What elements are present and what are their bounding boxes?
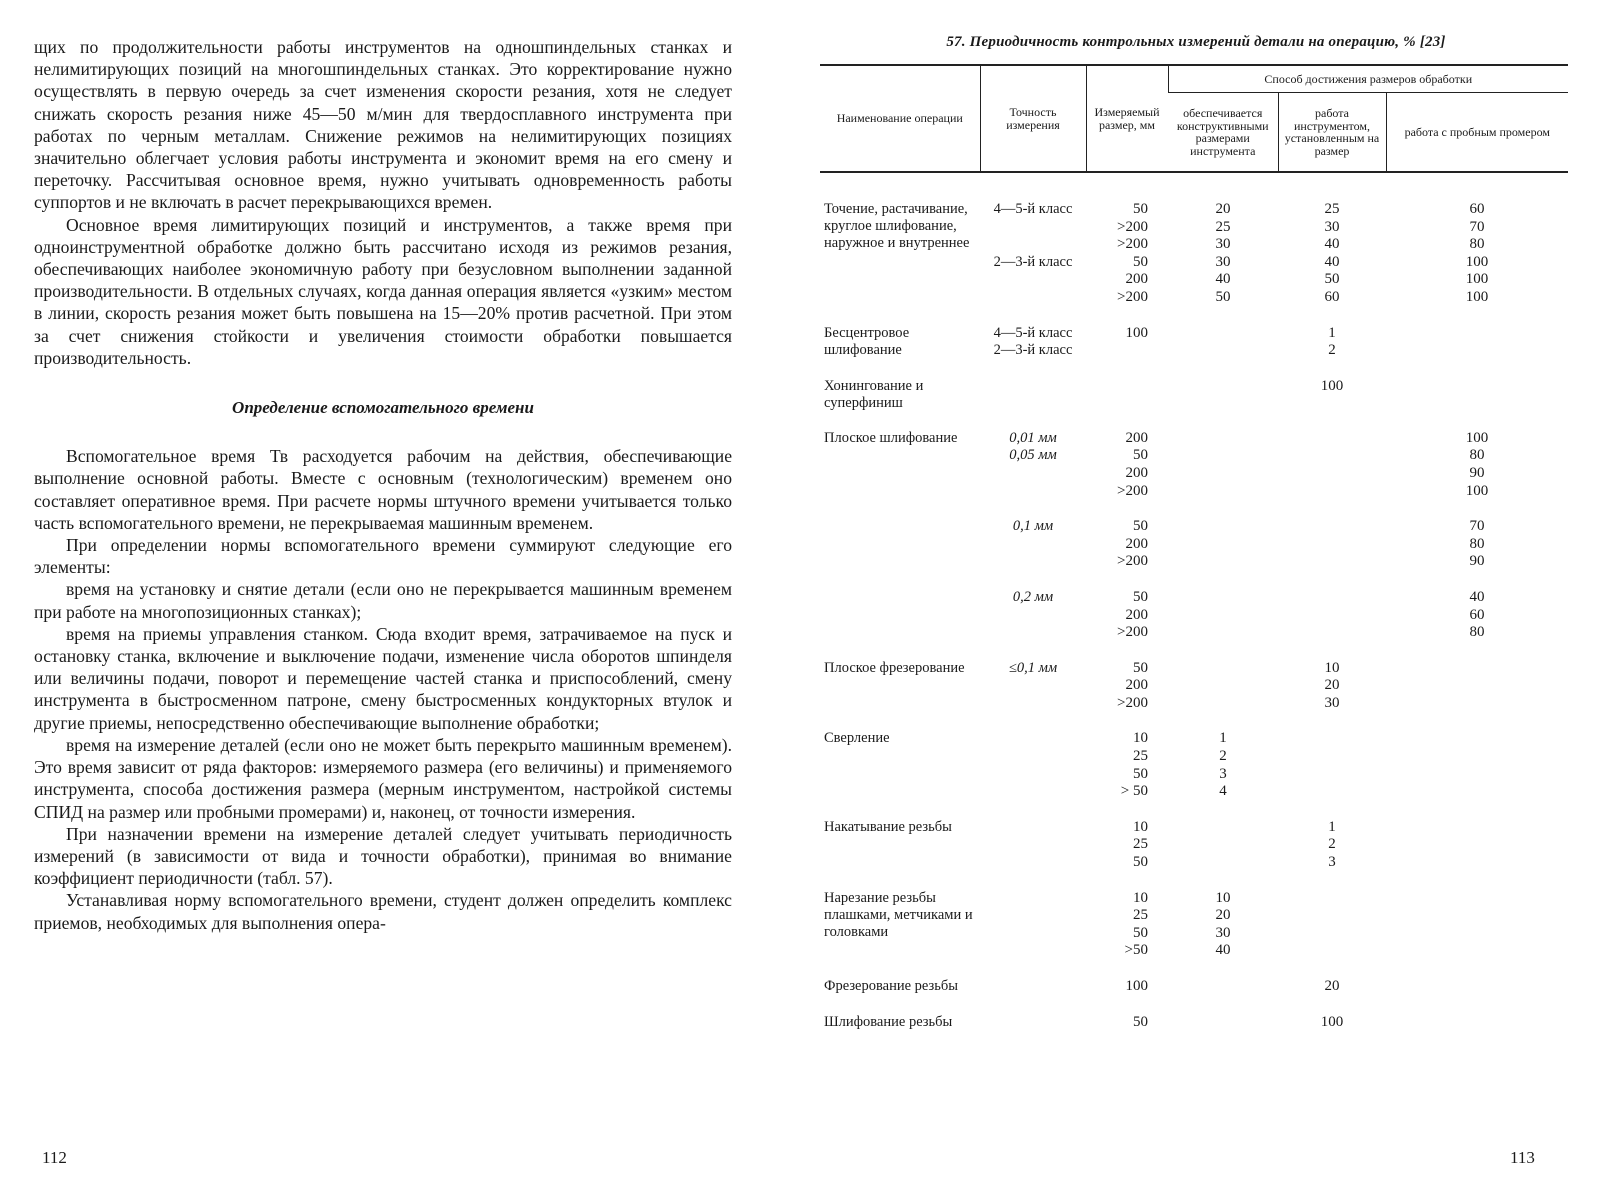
method-set-tool-cell xyxy=(1278,766,1386,784)
method-tool-size-cell: 25 xyxy=(1215,218,1231,235)
size-cell: 25 xyxy=(1133,836,1148,853)
method-trial-cell xyxy=(1386,660,1568,678)
table-row xyxy=(820,325,1568,343)
method-tool-size-cell: 30 xyxy=(1215,924,1231,941)
method-set-tool-cell: 40 xyxy=(1324,236,1340,253)
method-trial-cell: 90 xyxy=(1469,464,1485,481)
size-cell: >200 xyxy=(1117,553,1148,570)
accuracy-cell xyxy=(980,766,1086,784)
operation-name: Хонингование и суперфиниш xyxy=(824,377,924,411)
method-trial-cell: 40 xyxy=(1469,588,1485,605)
method-trial-cell: 80 xyxy=(1469,535,1485,552)
accuracy-cell xyxy=(980,942,1086,960)
method-trial-cell xyxy=(1386,677,1568,695)
method-set-tool-cell xyxy=(1278,890,1386,908)
size-cell xyxy=(1086,342,1168,360)
row-gap xyxy=(820,712,1568,730)
accuracy-cell xyxy=(980,854,1086,872)
table-row xyxy=(820,660,1568,678)
accuracy-cell xyxy=(980,925,1086,943)
accuracy-cell xyxy=(980,607,1086,625)
method-tool-size-cell xyxy=(1168,677,1278,695)
size-cell: 50 xyxy=(1133,854,1148,871)
accuracy-cell: 2—3-й класс xyxy=(993,342,1073,359)
accuracy-cell: 2—3-й класс xyxy=(993,253,1073,270)
method-tool-size-cell: 40 xyxy=(1215,271,1231,288)
method-tool-size-cell: 3 xyxy=(1219,765,1227,782)
accuracy-cell xyxy=(980,553,1086,571)
size-cell: 50 xyxy=(1133,518,1148,535)
method-set-tool-cell: 30 xyxy=(1324,694,1340,711)
method-trial-cell xyxy=(1386,766,1568,784)
method-set-tool-cell: 3 xyxy=(1328,854,1336,871)
operation-name: Накатывание резьбы xyxy=(824,818,952,835)
size-cell: >200 xyxy=(1117,288,1148,305)
method-set-tool-cell xyxy=(1278,483,1386,501)
accuracy-cell: 0,2 мм xyxy=(1012,588,1054,605)
accuracy-cell: 4—5-й класс xyxy=(993,201,1073,217)
operation-name: Фрезерование резьбы xyxy=(824,978,958,994)
method-set-tool-cell: 20 xyxy=(1324,978,1340,994)
table-row xyxy=(820,518,1568,536)
method-set-tool-cell xyxy=(1278,607,1386,625)
method-trial-cell xyxy=(1386,783,1568,801)
method-set-tool-cell xyxy=(1278,783,1386,801)
size-cell: 10 xyxy=(1133,818,1148,835)
accuracy-cell xyxy=(980,783,1086,801)
method-tool-size-cell xyxy=(1168,819,1278,837)
method-set-tool-cell xyxy=(1278,553,1386,571)
method-trial-cell: 90 xyxy=(1469,553,1485,570)
paragraph: время на измерение деталей (если оно не может быть перекрыто машинным временем). Это время зависит от ряда факторов: измеряемого размера (его величины) и применяемого инструмента, способа достижения размера (мерным инструментом, настройкой системы СПИД на размер или пробными промерами) и, наконец, от точности измерения. xyxy=(34,734,732,822)
size-cell: 200 xyxy=(1125,464,1148,481)
table-row xyxy=(820,1014,1568,1032)
paragraph: Устанавливая норму вспомогательного времени, студент должен определить комплекс приемов, необходимых для выполнения опера- xyxy=(34,890,732,933)
method-tool-size-cell: 40 xyxy=(1215,942,1231,959)
size-cell: > 50 xyxy=(1120,783,1148,800)
method-set-tool-cell: 100 xyxy=(1320,1013,1344,1030)
size-cell: >200 xyxy=(1117,624,1148,641)
method-trial-cell: 60 xyxy=(1469,606,1485,623)
left-page-text xyxy=(34,36,732,934)
method-tool-size-cell: 50 xyxy=(1215,288,1231,305)
accuracy-cell xyxy=(980,219,1086,237)
row-gap xyxy=(820,500,1568,518)
method-set-tool-cell xyxy=(1278,748,1386,766)
method-set-tool-cell: 2 xyxy=(1328,342,1336,359)
row-gap xyxy=(820,360,1568,378)
left-page xyxy=(0,0,790,1188)
method-trial-cell xyxy=(1386,695,1568,713)
method-trial-cell: 70 xyxy=(1469,218,1485,235)
accuracy-cell xyxy=(980,907,1086,925)
accuracy-cell xyxy=(980,1014,1086,1032)
accuracy-cell xyxy=(980,236,1086,254)
accuracy-cell xyxy=(980,748,1086,766)
method-set-tool-cell: 20 xyxy=(1324,677,1340,694)
method-trial-cell xyxy=(1386,1014,1568,1032)
method-trial-cell: 100 xyxy=(1465,288,1489,305)
size-cell: 200 xyxy=(1125,429,1148,446)
method-set-tool-cell xyxy=(1278,942,1386,960)
accuracy-cell xyxy=(980,289,1086,307)
paragraph: Основное время лимитирующих позиций и инструментов, а также время при одноинструментной обработке должно быть рассчитано исходя из режимов резания, обеспечивающих наиболее экономичную работу при безусловном выполнении заданной производительности. В отдельных случаях, когда данная операция является «узким» местом в линии, скорость резания может быть повышена на 15—20% против расчетной. При этом за счет снижения стойкости и увеличения стоимости обработки повышается производительность. xyxy=(34,214,732,368)
method-tool-size-cell xyxy=(1168,624,1278,642)
accuracy-cell xyxy=(980,978,1086,996)
size-cell: 200 xyxy=(1125,606,1148,623)
accuracy-cell: 0,05 мм xyxy=(1009,447,1057,464)
operation-name xyxy=(820,518,980,571)
size-cell: >50 xyxy=(1124,942,1148,959)
header-method-tool-size: обеспечивается конструктивными размерами инструмента xyxy=(1168,93,1278,173)
method-tool-size-cell: 4 xyxy=(1219,783,1227,800)
table-title: 57. Периодичность контрольных измерений детали на операцию, % [23] xyxy=(946,34,1446,50)
method-trial-cell xyxy=(1386,942,1568,960)
size-cell: 200 xyxy=(1125,535,1148,552)
paragraph: время на приемы управления станком. Сюда входит время, затрачиваемое на пуск и остановку станка, включение и выключение подачи, изменение числа оборотов шпинделя или величины подачи, поворот и перемещение частей станка и приспособлений, смену инструмента в быстросменном патроне, смену быстросменных кондукторных втулок и другие приемы, непосредственно обеспечивающие выполнение обработки; xyxy=(34,623,732,733)
size-cell: 50 xyxy=(1133,588,1148,605)
accuracy-cell xyxy=(980,536,1086,554)
table-row xyxy=(820,201,1568,219)
method-trial-cell xyxy=(1386,378,1568,412)
header-method-trial: работа с пробным промером xyxy=(1386,93,1568,173)
method-set-tool-cell xyxy=(1278,447,1386,465)
section-heading: Определение вспомогательного времени xyxy=(232,398,534,418)
method-trial-cell xyxy=(1386,925,1568,943)
method-trial-cell xyxy=(1386,730,1568,748)
table-row xyxy=(820,589,1568,607)
method-set-tool-cell xyxy=(1278,624,1386,642)
paragraph: Вспомогательное время Тв расходуется рабочим на действия, обеспечивающие выполнение основной работы. Вместе с основным (технологическим) временем оно составляет оперативное время. При расчете нормы штучного времени учитывается только часть вспомогательного времени, не перекрываемая машинным временем. xyxy=(34,446,732,533)
method-set-tool-cell: 10 xyxy=(1324,659,1340,676)
method-trial-cell: 70 xyxy=(1469,518,1485,535)
header-method-group: Способ достижения размеров обработки xyxy=(1168,65,1568,93)
size-cell: 100 xyxy=(1125,978,1148,994)
accuracy-cell xyxy=(980,677,1086,695)
accuracy-cell: 0,1 мм xyxy=(1012,518,1054,535)
table-row xyxy=(820,730,1568,748)
method-tool-size-cell xyxy=(1168,342,1278,360)
size-cell: 200 xyxy=(1125,271,1148,288)
method-tool-size-cell xyxy=(1168,695,1278,713)
method-tool-size-cell xyxy=(1168,836,1278,854)
table-row xyxy=(820,890,1568,908)
size-cell: 200 xyxy=(1125,677,1148,694)
method-set-tool-cell: 50 xyxy=(1324,271,1340,288)
method-tool-size-cell xyxy=(1168,553,1278,571)
method-set-tool-cell: 1 xyxy=(1328,818,1336,835)
accuracy-cell xyxy=(980,819,1086,837)
size-cell: 50 xyxy=(1133,924,1148,941)
row-gap xyxy=(820,642,1568,660)
accuracy-cell xyxy=(980,730,1086,748)
paragraph: время на установку и снятие детали (если оно не перекрывается машинным временем при работе на многопозиционных станках); xyxy=(34,579,732,622)
method-trial-cell xyxy=(1386,836,1568,854)
method-tool-size-cell: 1 xyxy=(1219,730,1227,747)
header-operation: Наименование операции xyxy=(820,65,980,172)
method-set-tool-cell xyxy=(1278,730,1386,748)
row-gap xyxy=(820,872,1568,890)
method-tool-size-cell xyxy=(1168,660,1278,678)
method-trial-cell: 80 xyxy=(1469,624,1485,641)
method-set-tool-cell xyxy=(1278,465,1386,483)
method-tool-size-cell xyxy=(1168,325,1278,343)
operation-name: Плоское шлифование xyxy=(824,429,958,446)
size-cell: 10 xyxy=(1133,730,1148,747)
table-row xyxy=(820,378,1568,412)
method-tool-size-cell: 30 xyxy=(1215,236,1231,253)
size-cell: 100 xyxy=(1125,324,1148,341)
method-tool-size-cell xyxy=(1168,447,1278,465)
size-cell: 25 xyxy=(1133,907,1148,924)
paragraph: При определении нормы вспомогательного времени суммируют следующие его элементы: xyxy=(34,535,732,578)
right-page xyxy=(790,0,1621,1188)
method-tool-size-cell: 20 xyxy=(1215,907,1231,924)
operation-name: Нарезание резьбы плашками, метчиками и головками xyxy=(824,889,973,940)
method-trial-cell: 80 xyxy=(1469,447,1485,464)
size-cell: 50 xyxy=(1133,1013,1148,1030)
method-tool-size-cell xyxy=(1168,518,1278,536)
method-tool-size-cell: 10 xyxy=(1215,889,1231,906)
method-trial-cell xyxy=(1386,342,1568,360)
method-tool-size-cell xyxy=(1168,430,1278,448)
method-set-tool-cell: 2 xyxy=(1328,836,1336,853)
header-size: Измеряемый размер, мм xyxy=(1086,65,1168,172)
method-trial-cell xyxy=(1386,978,1568,996)
header-method-set-tool: работа инструментом, установленным на размер xyxy=(1278,93,1386,173)
size-cell: 10 xyxy=(1133,889,1148,906)
size-cell xyxy=(1086,378,1168,412)
method-set-tool-cell: 1 xyxy=(1328,324,1336,341)
method-trial-cell xyxy=(1386,890,1568,908)
accuracy-cell xyxy=(980,483,1086,501)
accuracy-cell xyxy=(980,378,1086,412)
method-tool-size-cell xyxy=(1168,589,1278,607)
method-set-tool-cell xyxy=(1278,536,1386,554)
method-tool-size-cell xyxy=(1168,854,1278,872)
row-gap xyxy=(820,801,1568,819)
size-cell: 50 xyxy=(1133,201,1148,217)
method-trial-cell: 100 xyxy=(1465,271,1489,288)
method-tool-size-cell xyxy=(1168,465,1278,483)
accuracy-cell xyxy=(980,836,1086,854)
accuracy-cell: 0,01 мм xyxy=(1009,429,1057,446)
row-gap xyxy=(820,996,1568,1014)
method-set-tool-cell: 100 xyxy=(1320,377,1344,394)
method-set-tool-cell: 25 xyxy=(1324,201,1340,217)
accuracy-cell: ≤0,1 мм xyxy=(1008,659,1058,676)
method-tool-size-cell xyxy=(1168,607,1278,625)
method-trial-cell xyxy=(1386,748,1568,766)
method-trial-cell xyxy=(1386,819,1568,837)
size-cell: 50 xyxy=(1133,765,1148,782)
accuracy-cell xyxy=(980,695,1086,713)
table-row xyxy=(820,430,1568,448)
method-trial-cell xyxy=(1386,325,1568,343)
operation-name: Бесцентровое шлифование xyxy=(824,324,910,358)
operation-name: Плоское фрезерование xyxy=(824,659,965,676)
table-row xyxy=(820,978,1568,996)
method-set-tool-cell: 30 xyxy=(1324,218,1340,235)
operation-name: Шлифование резьбы xyxy=(824,1013,953,1030)
method-trial-cell: 100 xyxy=(1465,482,1489,499)
header-accuracy: Точность измерения xyxy=(980,65,1086,172)
accuracy-cell xyxy=(980,271,1086,289)
accuracy-cell xyxy=(980,624,1086,642)
accuracy-cell xyxy=(980,890,1086,908)
method-set-tool-cell xyxy=(1278,518,1386,536)
method-set-tool-cell: 40 xyxy=(1324,253,1340,270)
size-cell: 50 xyxy=(1133,659,1148,676)
accuracy-cell: 4—5-й класс xyxy=(993,324,1073,341)
operation-name xyxy=(820,589,980,642)
row-gap xyxy=(820,307,1568,325)
method-set-tool-cell: 60 xyxy=(1324,288,1340,305)
accuracy-cell xyxy=(980,465,1086,483)
size-cell: 50 xyxy=(1133,447,1148,464)
table-body xyxy=(820,172,1568,1031)
method-trial-cell xyxy=(1386,854,1568,872)
page-number: 112 xyxy=(42,1148,67,1167)
paragraph: При назначении времени на измерение деталей следует учитывать периодичность измерений (в зависимости от вида и точности обработки), принимая во внимание коэффициент периодичности (табл. 57). xyxy=(34,823,732,889)
method-trial-cell xyxy=(1386,907,1568,925)
row-gap xyxy=(820,571,1568,589)
row-gap xyxy=(820,960,1568,978)
size-cell: >200 xyxy=(1117,236,1148,253)
method-trial-cell: 100 xyxy=(1465,429,1489,446)
operation-name: Точение, растачивание, круглое шлифование, наружное и внутреннее xyxy=(824,201,970,251)
method-tool-size-cell xyxy=(1168,1014,1278,1032)
page-number: 113 xyxy=(1510,1148,1535,1167)
size-cell: >200 xyxy=(1117,694,1148,711)
method-set-tool-cell xyxy=(1278,925,1386,943)
size-cell: 25 xyxy=(1133,748,1148,765)
method-set-tool-cell xyxy=(1278,430,1386,448)
row-gap xyxy=(820,412,1568,430)
method-set-tool-cell xyxy=(1278,907,1386,925)
row-gap xyxy=(820,172,1568,201)
method-trial-cell: 60 xyxy=(1469,201,1485,217)
method-tool-size-cell: 30 xyxy=(1215,253,1231,270)
method-trial-cell: 100 xyxy=(1465,253,1489,270)
method-trial-cell: 80 xyxy=(1469,236,1485,253)
measurement-table xyxy=(820,64,1568,1031)
method-tool-size-cell xyxy=(1168,536,1278,554)
size-cell: >200 xyxy=(1117,218,1148,235)
method-set-tool-cell xyxy=(1278,589,1386,607)
size-cell: >200 xyxy=(1117,482,1148,499)
method-tool-size-cell xyxy=(1168,378,1278,412)
paragraph: щих по продолжительности работы инструментов на одношпиндельных станках и нелимитирующих позиций на многошпиндельных станках. Это корректирование нужно осуществлять в первую очередь за счет изменения скорости резания, хотя не следует снижать скорость резания ниже 45—50 м/мин для твердосплавного инструмента при работах по черным металлам. Снижение режимов на нелимитирующих позициях значительно облегчает условия работы инструмента и экономит время на его смену и переточку. Рассчитывая основное время, нужно учитывать одновременность работы суппортов и не включать в расчет перекрывающихся времен. xyxy=(34,37,732,213)
size-cell: 50 xyxy=(1133,253,1148,270)
method-tool-size-cell: 20 xyxy=(1215,201,1231,217)
method-tool-size-cell: 2 xyxy=(1219,748,1227,765)
method-tool-size-cell xyxy=(1168,978,1278,996)
table-row xyxy=(820,819,1568,837)
operation-name: Сверление xyxy=(824,730,890,747)
method-tool-size-cell xyxy=(1168,483,1278,501)
